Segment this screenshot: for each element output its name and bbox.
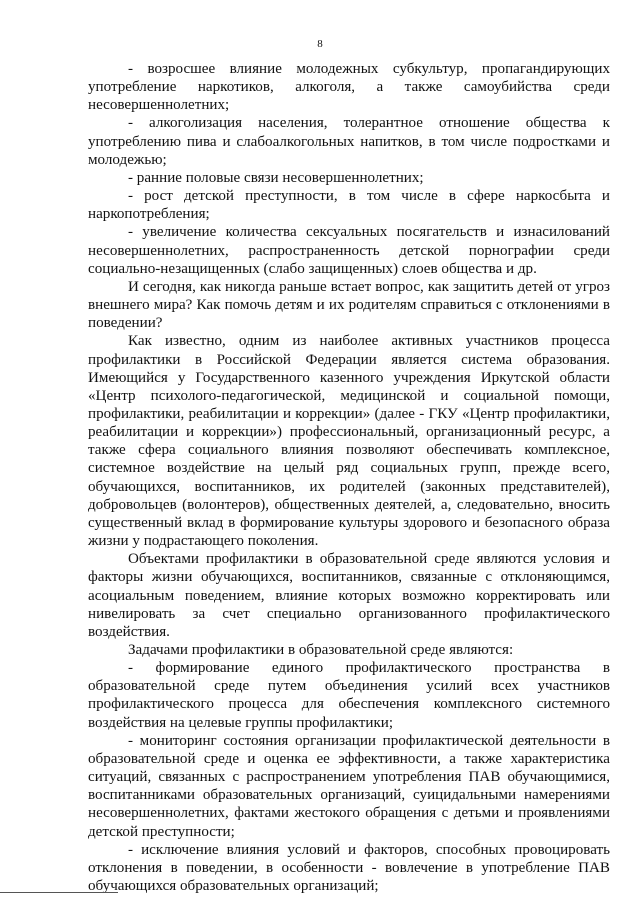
paragraph-sexual-assaults: - увеличение количества сексуальных посягательств и изнасилований несовершеннолетних, распространенность детской порнографии среди социально-незащищенных (слабо защищенных) слоев общества и др. xyxy=(88,224,610,277)
paragraph-education-system: Как известно, одним из наиболее активных участников процесса профилактики в Российской Федерации является система образования. Имеющийся у Государственного казенного учреждения Иркутской области «Центр психолого-педагогической, медицинской и социальной помощи, профилактики, реабилитации и коррекции» (далее - ГКУ «Центр профилактики, реабилитации и коррекции») профессиональный, организационный ресурс, а также сфера социального влияния позволяют обеспечивать комплексное, системное воздействие на целый ряд социальных групп, прежде всего, обучающихся, воспитанников, их родителей (законных представителей), добровольцев (волонтеров), общественных деятелей, а, следовательно, вносить существенный вклад в формирование культуры здорового и безопасного образа жизни у подрастающего поколения. xyxy=(88,333,610,550)
paragraph-early-relations: - ранние половые связи несовершеннолетних; xyxy=(128,169,424,186)
footnote-divider xyxy=(0,892,118,893)
document-body xyxy=(88,60,610,895)
paragraph-task-exclusion: - исключение влияния условий и факторов, способных провоцировать отклонения в поведении, в особенности - вовлечение в употребление ПАВ обучающихся образовательных организаций; xyxy=(88,841,610,895)
paragraph-task-monitoring: - мониторинг состояния организации профилактической деятельности в образовательной среде и оценка ее эффективности, а также характеристика ситуаций, связанных с распространением употребления ПАВ обучающимися, воспитанниками образовательных организаций, суицидальными намерениями несовершеннолетних, фактами жестокого обращения с детьми и проявлениями детской преступности; xyxy=(88,732,610,840)
paragraph-alcoholization: - алкоголизация населения, толерантное отношение общества к употреблению пива и слабоалкогольных напитков, в том числе подростками и молодежью; xyxy=(88,115,610,168)
page-number: 8 xyxy=(317,38,323,50)
paragraph-youth-subcultures: - возросшее влияние молодежных субкультур, пропагандирующих употребление наркотиков, алкоголя, а также самоубийства среди несовершеннолетних; xyxy=(88,61,610,114)
paragraph-question: И сегодня, как никогда раньше встает вопрос, как защитить детей от угроз внешнего мира? Как помочь детям и их родителям справиться с отклонениями в поведении? xyxy=(88,278,610,332)
paragraph-prevention-tasks-heading: Задачами профилактики в образовательной среде являются: xyxy=(128,642,514,658)
paragraph-child-crime: - рост детской преступности, в том числе в сфере наркосбыта и наркопотребления; xyxy=(88,188,610,223)
paragraph-task-unified-space: - формирование единого профилактического пространства в образовательной среде путем объединения усилий всех участников профилактического процесса для обеспечения комплексного системного воздействия на целевые группы профилактики; xyxy=(88,660,610,731)
paragraph-prevention-objects: Объектами профилактики в образовательной среде являются условия и факторы жизни обучающихся, воспитанников, связанные с отклоняющимся, асоциальным поведением, влияние которых возможно корректировать или нивелировать за счет специально организованного профилактического воздействия. xyxy=(88,551,610,640)
